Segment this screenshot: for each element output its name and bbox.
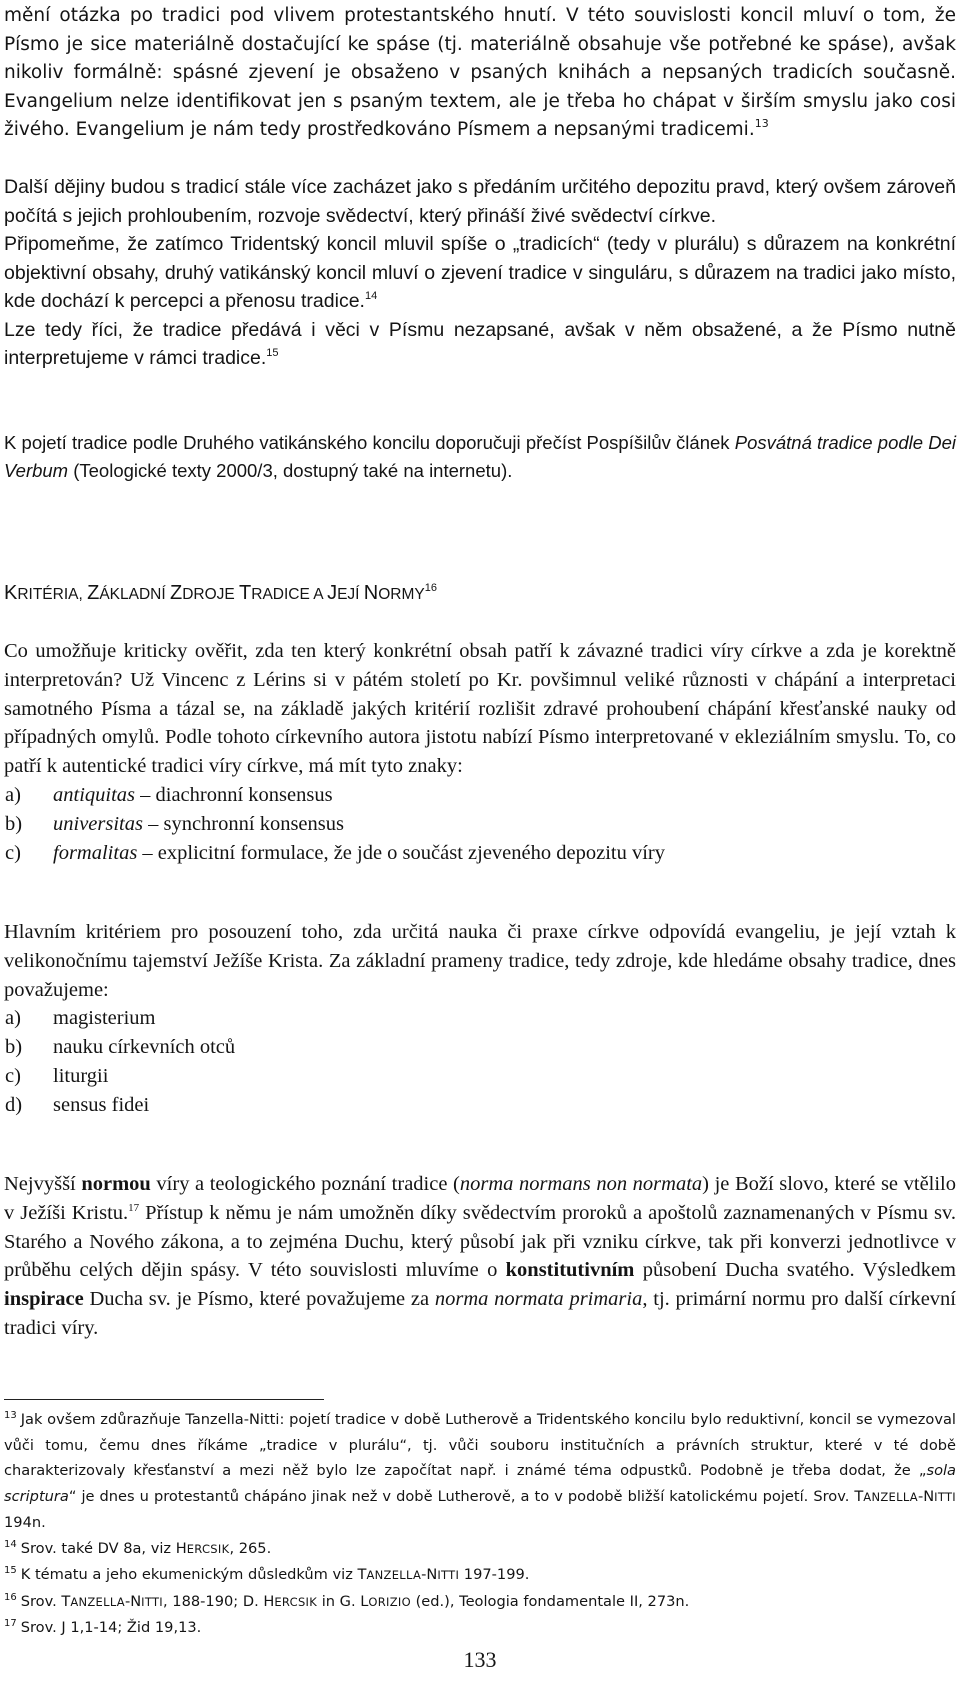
list-item: b) universitas – synchronní konsensus bbox=[5, 812, 344, 835]
criteria-list bbox=[4, 781, 956, 867]
list-item: c) formalitas – explicitní formulace, že jde o součást zjeveného depozitu víry bbox=[5, 841, 665, 864]
footnote-ref-14[interactable]: 14 bbox=[364, 290, 378, 302]
list-item: d) sensus fidei bbox=[5, 1093, 150, 1116]
footnote-16: $^{16}$ Srov. TANZELLA-NITTI, 188-190; D. HERCSIK in G. LORIZIO (ed.), Teologia fondamentale II, 273n. bbox=[4, 1591, 690, 1610]
history-section bbox=[4, 173, 956, 373]
page-number: 133 bbox=[463, 1647, 497, 1672]
paragraph-intro-3: Připomeňme, že zatímco Tridentský koncil mluvil spíše o „tradicích“ (tedy v plurálu) s důrazem na konkrétní objektivní obsahy, druhý vatikánský koncil mluví o zjevení tradice v singuláru, s důrazem na tradici jako místo, kde dochází k percepci a přenosu tradice.$^{14}$ bbox=[4, 233, 956, 312]
list-item: b) nauku církevních otců bbox=[5, 1036, 236, 1059]
norm-section bbox=[4, 1170, 956, 1343]
reading-note bbox=[4, 429, 956, 485]
footnote-14: $^{14}$ Srov. také DV 8a, viz HERCSIK, 265. bbox=[4, 1538, 272, 1557]
paragraph-criteria-1: Co umožňuje kriticky ověřit, zda ten který konkrétní obsah patří k závazné tradici víry církve a zda je korektně interpretován? Už Vincenc z Lérins si v pátém století po Kr. povšimnul veliké různosti v chápání a interpretaci samotného Písma a tázal se, na základě jakých kritérií rozlišit zdravé prohoubení chápání křesťanské nauky od případných omylů. Podle tohoto církevního autora jistotu nabízí Písmo interpretované v ekleziálním smyslu. To, co patří k autentické tradici víry církve, má mít tyto znaky: bbox=[4, 640, 956, 778]
sources-section bbox=[4, 918, 956, 1120]
intro-section bbox=[4, 2, 956, 145]
criteria-section bbox=[4, 637, 956, 867]
list-item: a) magisterium bbox=[5, 1007, 156, 1030]
section-heading bbox=[4, 580, 956, 608]
footnotes bbox=[4, 1407, 956, 1641]
paragraph-criteria-2: Hlavním kritériem pro posouzení toho, zda určitá nauka či praxe církve odpovídá evangeliu, je její vztah k velikonočnímu tajemství Ježíše Krista. Za základní prameny tradice, tedy zdroje, kde hledáme obsahy tradice, dnes považujeme: bbox=[4, 921, 956, 1001]
paragraph-intro-4: Lze tedy říci, že tradice předává i věci v Písmu nezapsané, avšak v něm obsažené, a že Písmo nutně interpretujeme v rámci tradice.$^{15}$ bbox=[4, 318, 956, 369]
footnote-ref-17[interactable]: 17 bbox=[128, 1201, 140, 1214]
footnote-13: $^{13}$ Jak ovšem zdůrazňuje Tanzella-Nitti: pojetí tradice v době Lutherově a Tridentského koncilu bylo reduktivní, koncil se vymezoval vůči tomu, čemu dnes říkáme „tradice v plurálu“, tj. vůči souboru institučních a právních struktur, které v té době charakterizovaly křesťanství a mezi něž bylo lze započítat např. i známé téma odpustků. Podobně je třeba dodat, že „sola scriptura“ je dnes u protestantů chápáno jinak než v době Lutherově, a to v podobě bližší katolickému pojetí. Srov. TANZELLA-NITTI 194n. bbox=[4, 1410, 956, 1531]
paragraph-norm: Nejvyšší normou víry a teologického poznání tradice (norma normans non normata) je Boží slovo, které se vtělilo v Ježíši Kristu.$^{17}$ Přístup k němu je nám umožněn díky svědectvím proroků a apoštolů zaznamenaných v Písmu sv. Starého a Nového zákona, a to zejména Duchu, který působí jak při vzniku církve, tak při konverzi jednotlivce v průběhu celých dějin spásy. V této souvislosti mluvíme o konstitutivním působení Ducha svatého. Výsledkem inspirace Ducha sv. je Písmo, které považujeme za norma normata primaria, tj. primární normu pro další církevní tradici víry. bbox=[4, 1173, 956, 1339]
footnote-separator bbox=[4, 1399, 324, 1400]
paragraph-intro-1: mění otázka po tradici pod vlivem protestantského hnutí. V této souvislosti koncil mluví o tom, že Písmo je sice materiálně dostačující ke spáse (tj. materiálně obsahuje vše potřebné ke spáse), avšak nikoliv formálně: spásné zjevení je obsaženo v psaných knihách a nepsaných tradicích současně. Evangelium nelze identifikovat jen s psaným textem, ale je třeba ho chápat v širším smyslu jako cosi živého. Evangelium je nám tedy prostředkováno Písmem a nepsanými tradicemi.$^{13}$ bbox=[4, 5, 956, 140]
list-item: c) liturgii bbox=[5, 1064, 109, 1087]
footnote-17: $^{17}$ Srov. J 1,1-14; Žid 19,13. bbox=[4, 1618, 202, 1636]
list-item: a) antiquitas – diachronní konsensus bbox=[5, 783, 333, 806]
article-title: Posvátná tradice podle Dei Verbum bbox=[4, 432, 957, 481]
footnote-15: $^{15}$ K tématu a jeho ekumenickým důsledkům viz TANZELLA-NITTI 197-199. bbox=[4, 1565, 530, 1583]
footnote-ref-15[interactable]: 15 bbox=[266, 347, 279, 359]
paragraph-note: K pojetí tradice podle Druhého vatikánského koncilu doporučuji přečíst Pospíšilův článek Posvátná tradice podle Dei Verbum (Teologické texty 2000/3, dostupný také na internetu). bbox=[4, 432, 957, 481]
footnote-ref-16[interactable]: 16 bbox=[424, 582, 437, 594]
paragraph-intro-2: Další dějiny budou s tradicí stále více zacházet jako s předáním určitého depozitu pravd, který ovšem zároveň počítá s jejich prohloubením, rozvoje svědectví, který přináší živé svědectví církve. bbox=[4, 176, 956, 227]
footnote-ref-13[interactable]: 13 bbox=[754, 117, 769, 130]
heading-criteria: KRITÉRIA, ZÁKLADNÍ ZDROJE TRADICE A JEJÍ NORMY$^{16}$ bbox=[4, 582, 437, 604]
sources-list bbox=[4, 1004, 956, 1119]
